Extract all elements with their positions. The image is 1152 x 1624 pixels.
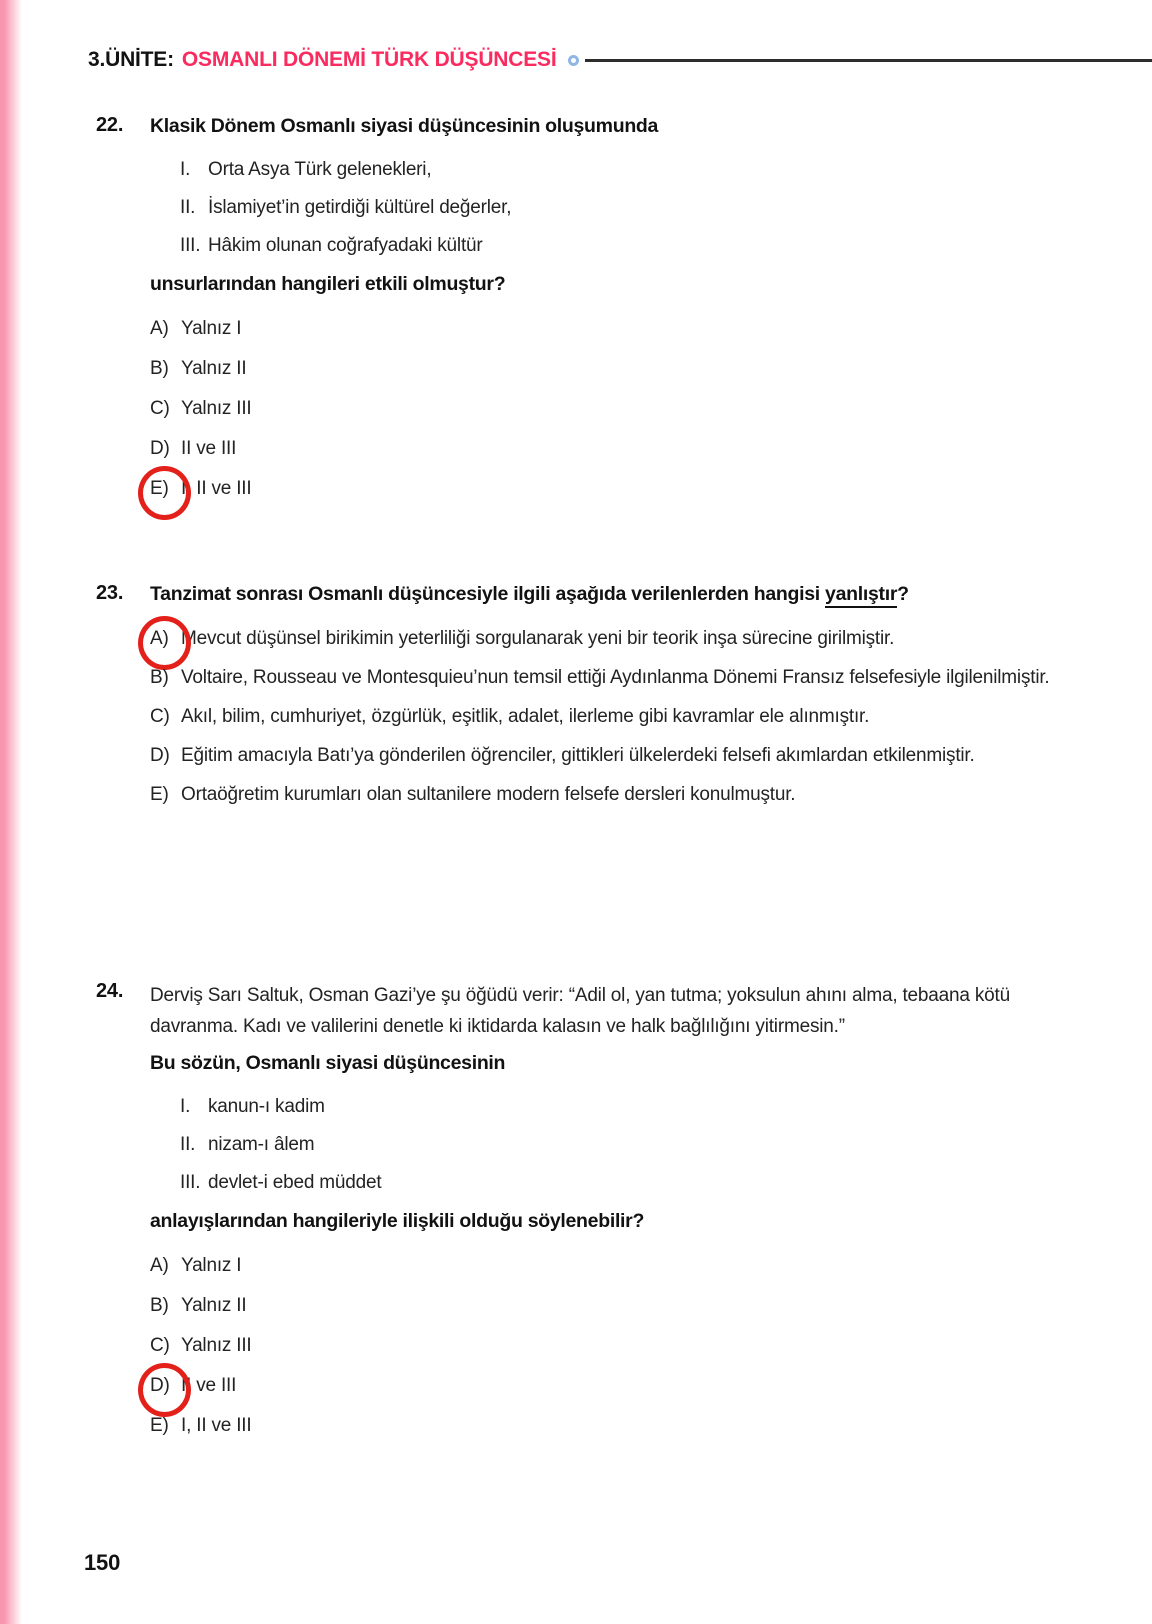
stem-text: Tanzimat sonrası Osmanlı düşüncesiyle ilgili aşağıda verilenlerden hangisi <box>150 583 826 605</box>
option-letter: E) <box>150 476 181 501</box>
option-row <box>150 476 1094 501</box>
roman-item <box>150 234 1094 257</box>
option-text: Akıl, bilim, cumhuriyet, özgürlük, eşitlik, adalet, ilerleme gibi kavramlar ele alınmıştır. <box>181 706 870 727</box>
roman-numeral: I. <box>180 159 191 180</box>
option-text: Yalnız III <box>181 1335 252 1356</box>
question-number: 24. <box>96 980 124 1002</box>
option-row <box>150 1253 1094 1278</box>
question-24 <box>96 980 1094 1453</box>
roman-item-text: İslamiyet’in getirdiği kültürel değerler, <box>208 197 512 218</box>
option-list <box>150 316 1094 501</box>
roman-item-text: devlet-i ebed müddet <box>208 1172 382 1193</box>
option-text: Yalnız I <box>181 318 242 339</box>
option-letter: B) <box>150 667 169 688</box>
question-body <box>150 582 1094 807</box>
option-row <box>150 396 1094 421</box>
option-letter: A) <box>150 1255 169 1276</box>
question-22 <box>96 114 1094 516</box>
question-stem-close: anlayışlarından hangileriyle ilişkili olduğu söylenebilir? <box>150 1210 645 1232</box>
unit-title: OSMANLI DÖNEMİ TÜRK DÜŞÜNCESİ <box>181 48 557 71</box>
option-text: II ve III <box>181 1375 237 1396</box>
option-text: Mevcut düşünsel birikimin yeterliliği sorgulanarak yeni bir teorik inşa sürecine girilmiştir. <box>181 628 895 649</box>
question-number: 23. <box>96 582 124 604</box>
option-text: Eğitim amacıyla Batı’ya gönderilen öğrenciler, gittikleri ülkelerdeki felsefi akımlardan etkilenmiştir. <box>181 745 975 766</box>
roman-numeral: I. <box>180 1096 191 1117</box>
option-row <box>150 1413 1094 1438</box>
question-23 <box>96 582 1094 821</box>
question-intro: Derviş Sarı Saltuk, Osman Gazi’ye şu öğüdü verir: “Adil ol, yan tutma; yoksulun ahını alma, tebaana kötü davranma. Kadı ve valilerini denetle ki iktidarda kalasın ve halk bağlılığını yitirmesin.” <box>150 985 1010 1037</box>
option-letter: E) <box>150 1415 169 1436</box>
question-stem: Klasik Dönem Osmanlı siyasi düşüncesinin oluşumunda <box>150 115 659 137</box>
option-letter: C) <box>150 706 170 727</box>
unit-label: 3.ÜNİTE: <box>88 48 174 71</box>
roman-item <box>150 158 1094 181</box>
option-letter: E) <box>150 784 169 805</box>
option-letter: A) <box>150 318 169 339</box>
option-row <box>150 626 1094 651</box>
roman-item-text: Hâkim olunan coğrafyadaki kültür <box>208 235 483 256</box>
question-body <box>150 114 1094 501</box>
option-row <box>150 1373 1094 1398</box>
header-rule-line <box>585 59 1152 62</box>
option-text: II ve III <box>181 438 237 459</box>
roman-item <box>150 1095 1094 1118</box>
left-edge-gradient <box>0 0 22 1624</box>
stem-suffix: ? <box>897 583 909 605</box>
stem-underlined-word: yanlıştır <box>825 583 897 608</box>
option-letter: C) <box>150 398 170 419</box>
roman-item <box>150 1171 1094 1194</box>
option-row <box>150 665 1094 690</box>
option-row <box>150 436 1094 461</box>
connector-circle-icon <box>568 55 579 66</box>
option-text: Yalnız II <box>181 1295 247 1316</box>
roman-item-text: nizam-ı âlem <box>208 1134 315 1155</box>
option-text: Yalnız II <box>181 358 247 379</box>
roman-item <box>150 196 1094 219</box>
roman-item-list <box>150 1095 1094 1194</box>
option-row <box>150 704 1094 729</box>
option-row <box>150 743 1094 768</box>
option-list <box>150 626 1094 807</box>
roman-numeral: II. <box>180 1134 196 1155</box>
unit-header <box>88 48 1152 72</box>
option-letter: C) <box>150 1335 170 1356</box>
option-letter: B) <box>150 358 169 379</box>
question-stem <box>150 582 1094 606</box>
option-text: Voltaire, Rousseau ve Montesquieu’nun temsil ettiği Aydınlanma Dönemi Fransız felsefesiyle ilgilenilmiştir. <box>181 667 1050 688</box>
roman-numeral: II. <box>180 197 196 218</box>
option-row <box>150 316 1094 341</box>
roman-numeral: III. <box>180 1172 201 1193</box>
question-lead: Bu sözün, Osmanlı siyasi düşüncesinin <box>150 1052 506 1074</box>
option-row <box>150 356 1094 381</box>
option-text: I, II ve III <box>181 478 252 499</box>
question-number: 22. <box>96 114 124 136</box>
roman-item-list <box>150 158 1094 257</box>
option-letter: A) <box>150 626 181 651</box>
option-letter: D) <box>150 1373 181 1398</box>
roman-item <box>150 1133 1094 1156</box>
option-text: Yalnız I <box>181 1255 242 1276</box>
option-letter: D) <box>150 745 170 766</box>
question-body <box>150 980 1094 1438</box>
roman-item-text: Orta Asya Türk gelenekleri, <box>208 159 432 180</box>
option-text: Ortaöğretim kurumları olan sultanilere modern felsefe dersleri konulmuştur. <box>181 784 796 805</box>
option-letter: D) <box>150 438 170 459</box>
page-number: 150 <box>84 1550 121 1575</box>
question-stem-close: unsurlarından hangileri etkili olmuştur? <box>150 273 506 295</box>
option-letter: B) <box>150 1295 169 1316</box>
option-list <box>150 1253 1094 1438</box>
option-row <box>150 1293 1094 1318</box>
option-row <box>150 1333 1094 1358</box>
roman-item-text: kanun-ı kadim <box>208 1096 325 1117</box>
option-row <box>150 782 1094 807</box>
roman-numeral: III. <box>180 235 201 256</box>
option-text: I, II ve III <box>181 1415 252 1436</box>
option-text: Yalnız III <box>181 398 252 419</box>
